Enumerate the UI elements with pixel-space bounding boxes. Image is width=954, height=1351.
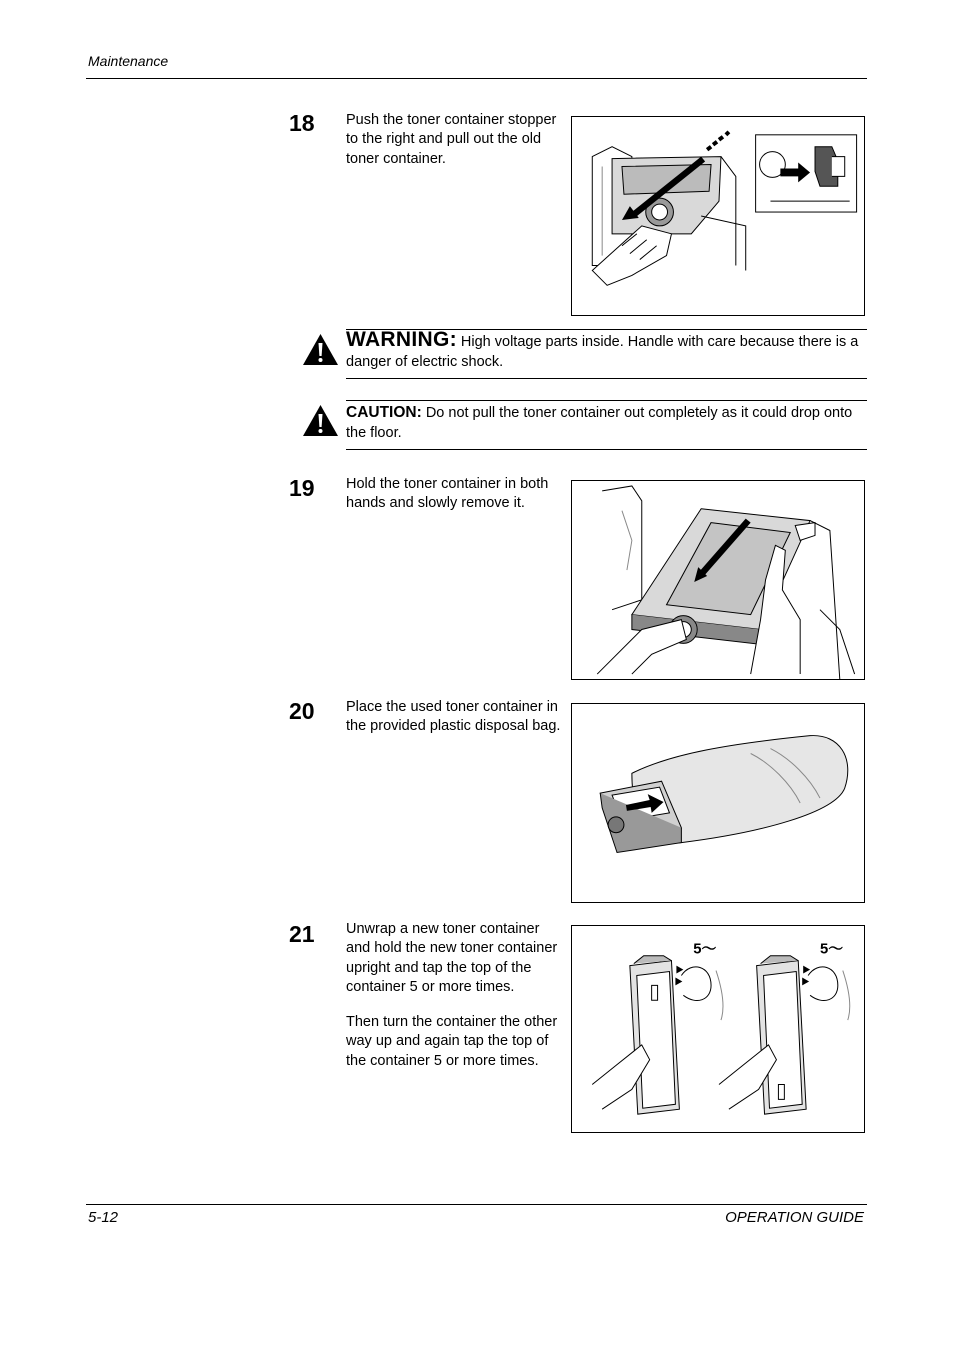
toner-tap-illustration — [572, 926, 864, 1132]
step-20-text — [346, 698, 562, 753]
caution-triangle-icon — [302, 404, 339, 437]
step-19-number: 19 — [289, 475, 315, 501]
step-21-illustration — [571, 925, 865, 1133]
caution-label: CAUTION: — [346, 404, 422, 421]
tap-count-label-right: 5～ — [820, 941, 844, 958]
warning-triangle-icon — [302, 333, 339, 366]
step-18-number: 18 — [289, 110, 315, 136]
guide-title: OPERATION GUIDE — [725, 1209, 864, 1226]
warning-notice — [346, 329, 867, 379]
caution-notice — [346, 400, 867, 450]
running-header: Maintenance — [88, 53, 169, 69]
step-21-paragraph-1: Unwrap a new toner container and hold the new toner container upright and tap the top of the container 5 or more times. — [346, 921, 558, 995]
warning-text: High voltage parts inside. Handle with care because there is a danger of electric shock. — [346, 334, 859, 370]
step-18-paragraph: Push the toner container stopper to the right and pull out the old toner container. — [346, 112, 557, 167]
step-18-illustration — [571, 116, 865, 316]
step-18-text — [346, 111, 562, 185]
step-20-paragraph: Place the used toner container in the provided plastic disposal bag. — [346, 699, 561, 735]
footer-rule — [86, 1204, 867, 1205]
header-rule — [86, 78, 867, 79]
step-20-number: 20 — [289, 698, 315, 724]
page-number: 5-12 — [88, 1209, 119, 1226]
toner-remove-illustration — [572, 481, 864, 679]
toner-pull-out-illustration — [572, 117, 864, 315]
step-21-paragraph-2: Then turn the container the other way up and again tap the top of the container 5 or more times. — [346, 1014, 558, 1069]
step-21-text — [346, 920, 562, 1087]
step-19-text — [346, 475, 562, 530]
tap-count-label-left: 5～ — [693, 941, 717, 958]
toner-bag-illustration — [572, 704, 864, 902]
step-19-paragraph: Hold the toner container in both hands and slowly remove it. — [346, 476, 549, 512]
caution-text: Do not pull the toner container out completely as it could drop onto the floor. — [346, 405, 853, 441]
step-19-illustration — [571, 480, 865, 680]
step-20-illustration — [571, 703, 865, 903]
step-21-number: 21 — [289, 921, 315, 947]
warning-label: WARNING: — [346, 328, 457, 351]
